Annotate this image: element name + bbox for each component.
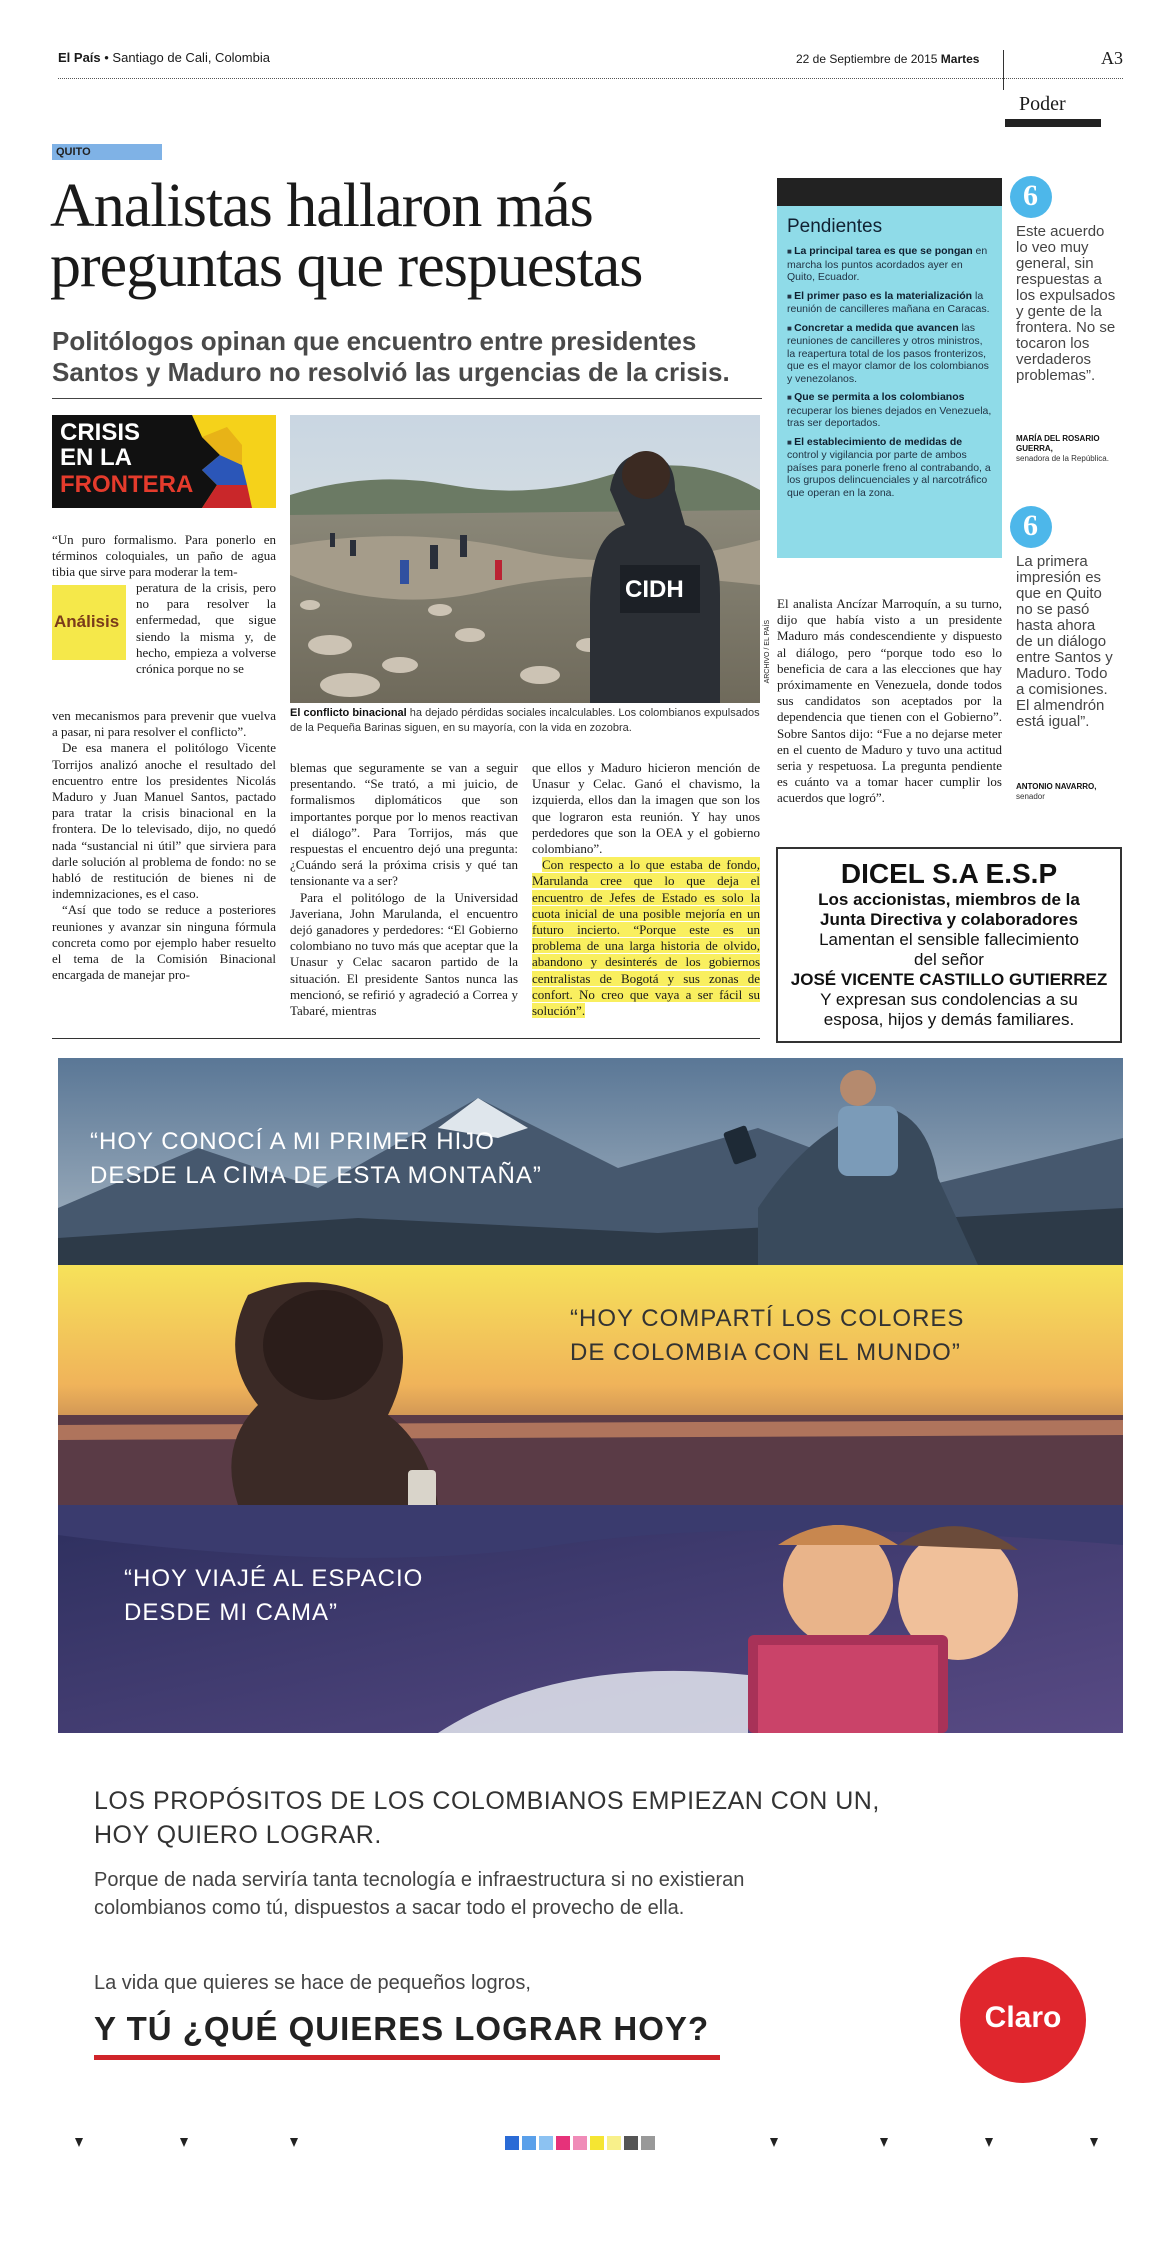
logo-text: CRISIS xyxy=(60,419,141,446)
obituary-notice xyxy=(776,847,1122,1043)
article-text: El analista Ancízar Marroquín, a su turno, dijo que había visto a un presidente Maduro más condescendiente y dispuesto al diálogo, pero “porque todo eso lo beneficia de cara a las elecciones que hay próximamente en Venezuela, donde todos sus candidatos son aceptados por la dependencia que tienen con el Gobierno”. Sobre Santos dijo: “Fue a no dejarse meter en el cuento de Maduro y tuvo una actitud seria y respetuosa. La pregunta pendiente es cuánto va a tomar hacer cumplir los acuerdos que logró”. xyxy=(777,596,1002,806)
obituary-line: Y expresan sus condolencias a su xyxy=(820,990,1078,1009)
ad-tagline: La vida que quieres se hace de pequeños logros, xyxy=(94,1972,531,1994)
claro-logo: Claro xyxy=(960,1957,1086,2083)
masthead xyxy=(58,50,1123,80)
obituary-name: JOSÉ VICENTE CASTILLO GUTIERREZ xyxy=(790,970,1108,989)
registration-mark xyxy=(290,2138,298,2147)
registration-mark xyxy=(770,2138,778,2147)
page-number: A3 xyxy=(1101,48,1123,68)
divider xyxy=(52,1038,760,1039)
pendientes-box xyxy=(777,206,1002,558)
ad-cta: Y TÚ ¿QUÉ QUIERES LOGRAR HOY? xyxy=(94,2010,710,2047)
photo-badge-text: CIDH xyxy=(625,576,684,603)
obituary-line: Junta Directiva y colaboradores xyxy=(820,910,1078,929)
registration-mark xyxy=(985,2138,993,2147)
logo-text: FRONTERA xyxy=(60,471,194,498)
quote-text: Este acuerdo lo veo muy general, sin respuestas a los expulsados y gente de la frontera. No se tocaron los verdaderos problemas”. xyxy=(1016,223,1116,384)
news-photo xyxy=(290,415,760,703)
article-text: que ellos y Maduro hicieron mención de Unasur y Celac. Ganó el chavismo, la izquierda, ellos dan la imagen que son los que lograron esta reunión. Y hay unos perdedores que son la OEA y el gobierno colombiano”. Con respecto a lo que estaba de fondo, Marulanda cree que lo que deja el encuentro de Jefes de Estado es solo la cuota inicial de una posible mejoría en un futuro incierto. “Porque este es un problema de una larga historia de olvido, abandono y desinterés de los gobiernos centralistas de Bogotá y sus zonas de confort. No creo que vaya a ser fácil su solución”. xyxy=(532,760,760,1019)
registration-mark xyxy=(1090,2138,1098,2147)
registration-mark xyxy=(880,2138,888,2147)
ad-headline: LOS PROPÓSITOS DE LOS COLOMBIANOS EMPIEZAN CON UN, HOY QUIERO LOGRAR. xyxy=(94,1787,880,1849)
obituary-line: esposa, hijos y demás familiares. xyxy=(823,1010,1075,1029)
list-item: ■ El primer paso es la materialización la reunión de cancilleres mañana en Caracas. xyxy=(787,290,992,316)
section-tab: Poder xyxy=(1005,87,1101,127)
crisis-logo xyxy=(52,415,276,508)
quote-text: La primera impresión es que en Quito no se pasó hasta ahora de un diálogo entre Santos y Maduro. Todo a comisiones. El almendrón está igual”. xyxy=(1016,553,1113,730)
quote-author: MARÍA DEL ROSARIO GUERRA, senadora de la República. xyxy=(1016,434,1109,463)
list-item: ■ La principal tarea es que se pongan en marcha los puntos acordados ayer en Quito, Ecuador. xyxy=(787,245,992,284)
obituary-line: Lamentan el sensible fallecimiento xyxy=(819,930,1079,949)
sidebar-header-bar xyxy=(777,178,1002,206)
photo-caption: El conflicto binacional ha dejado pérdidas sociales incalculables. Los colombianos expulsados de la Pequeña Barinas siguen, en su mayoría, con la vida en zozobra. xyxy=(290,707,760,734)
ad-panel-bed xyxy=(58,1505,1123,1733)
article-text: “Un puro formalismo. Para ponerlo en términos coloquiales, un paño de agua tibia que sirve para moderar la tem- xyxy=(52,532,276,580)
highlighted-text: Con respecto a lo que estaba de fondo, Marulanda cree que lo que deja el encuentro de Jefes de Estado es solo la cuota inicial de una posible mejoría en un futuro incierto. “Porque este es un problema de una larga historia de olvido, abandono y desinterés de los gobiernos centralistas de Bogotá y sus zonas de confort. No creo que vaya a ser fácil su solución”. xyxy=(532,857,760,1019)
ad-quote: “HOY CONOCÍ A MI PRIMER HIJO DESDE LA CIMA DE ESTA MONTAÑA” xyxy=(90,1128,542,1189)
article-text: blemas que seguramente se van a seguir presentando. “Se trató, a mi juicio, de formalismos diplomáticos que son importantes porque por lo menos reactivan el diálogo”. Para Torrijos, más que respuestas el encuentro dejó una pregunta: ¿Cuándo será la próxima crisis y qué tan tensionante va a ser? Para el politólogo de la Universidad Javeriana, John Marulanda, el encuentro dejó ganadores y perdedores: “El Gobierno colombiano no tuvo más que aceptar que la Unasur y Celac sacaron partido de la situación. El presidente Santos nunca las mencionó, se refirió y agradeció a Correa y Tabaré, mientras xyxy=(290,760,518,1019)
ad-quote: “HOY COMPARTÍ LOS COLORES DE COLOMBIA CON EL MUNDO” xyxy=(570,1305,965,1366)
article-text: peratura de la crisis, pero no para resolver la enfermedad, que sigue siendo la misma y, de hecho, empieza a volverse crónica porque no se xyxy=(136,580,276,677)
divider xyxy=(58,78,1123,79)
obituary-line: del señor xyxy=(914,950,984,969)
quote-icon: 6 xyxy=(1010,176,1052,218)
ad-underline xyxy=(94,2055,720,2060)
registration-mark xyxy=(180,2138,188,2147)
quote-author: ANTONIO NAVARRO, senador xyxy=(1016,782,1097,801)
pendientes-title: Pendientes xyxy=(787,216,883,237)
ad-panel-mountain xyxy=(58,1058,1123,1265)
ad-panel-sunset xyxy=(58,1265,1123,1505)
masthead-date: 22 de Septiembre de 2015 Martes xyxy=(796,52,980,66)
ad-body: Porque de nada serviría tanta tecnología e infraestructura si no existieran colombianos como tú, dispuestos a sacar todo el provecho de ella. xyxy=(94,1869,745,1919)
masthead-paper: El País • Santiago de Cali, Colombia xyxy=(58,50,270,65)
list-item: ■ Que se permita a los colombianos recuperar los bienes dejados en Venezuela, tras ser deportados. xyxy=(787,391,992,430)
analysis-label: Análisis xyxy=(52,585,126,660)
logo-text: EN LA xyxy=(60,444,132,471)
kicker: QUITO xyxy=(52,144,162,160)
divider xyxy=(52,398,762,399)
obituary-company: DICEL S.A E.S.P xyxy=(840,858,1058,889)
list-item: ■ El establecimiento de medidas de control y vigilancia por parte de ambos países para ponerle freno al contrabando, a los grupos delincuenciales y al narcotráfico que operan en la zona. xyxy=(787,436,992,500)
print-color-bar xyxy=(505,2136,655,2152)
article-text: ven mecanismos para prevenir que vuelva a pasar, ni para resolver el conflicto”. De esa manera el politólogo Vicente Torrijos analizó anoche el resultado del encuentro entre los presidentes Nicolás Maduro y Juan Manuel Santos, pactado para tratar la crisis binacional en la frontera. De lo televisado, dijo, no quedó nada “sustancial ni útil” que sirviera para darle solución al problema de fondo: no se habló de restitución de bienes ni de indemnizaciones, es el caso. “Así que todo se reduce a posteriores reuniones y avanzar sin ninguna fórmula concreta como por ejemplo haber resuelto el tema de la Comisión Binacional encargada de manejar pro- xyxy=(52,708,276,983)
list-item: ■ Concretar a medida que avancen las reuniones de cancilleres y otros ministros, la reapertura total de los pasos fronterizos, que es el mayor clamor de los colombianos y venezolanos. xyxy=(787,322,992,386)
quote-icon: 6 xyxy=(1010,506,1052,548)
headline: Analistas hallaron más preguntas que respuestas xyxy=(50,172,643,300)
registration-mark xyxy=(75,2138,83,2147)
photo-credit: ARCHIVO / EL PAÍS xyxy=(764,620,771,684)
ad-quote: “HOY VIAJÉ AL ESPACIO DESDE MI CAMA” xyxy=(124,1565,424,1626)
divider xyxy=(1003,50,1004,90)
subhead: Politólogos opinan que encuentro entre presidentes Santos y Maduro no resolvió las urgencias de la crisis. xyxy=(52,326,730,387)
obituary-line: Los accionistas, miembros de la xyxy=(818,890,1080,909)
